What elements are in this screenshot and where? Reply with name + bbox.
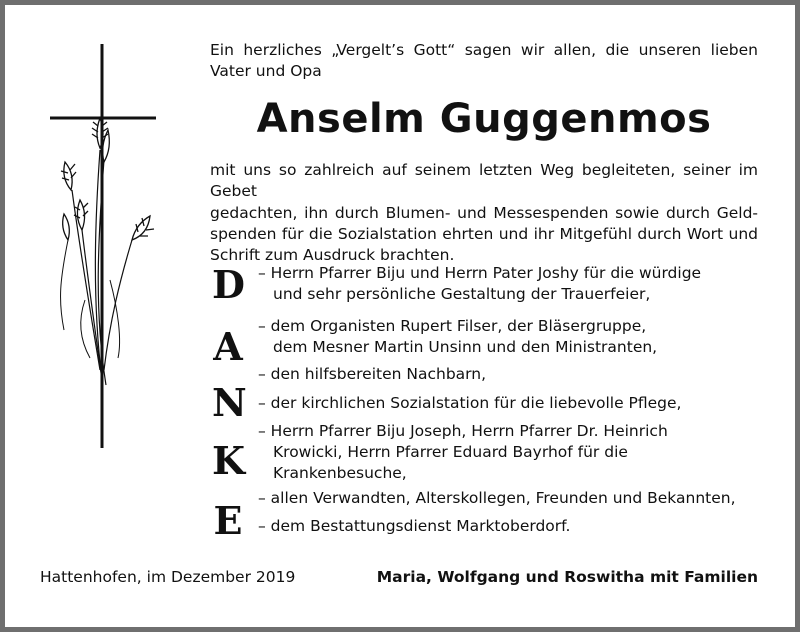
danke-letter: N (212, 380, 247, 425)
thanks-item (258, 516, 758, 537)
intro-line: Vater und Opa (210, 62, 322, 80)
thanks-line: – der kirchlichen Sozialstation für die liebevolle Pflege, (258, 394, 682, 412)
deceased-name: Anselm Guggenmos (256, 96, 712, 142)
thanks-item (258, 316, 758, 358)
thanks-item (258, 263, 758, 305)
thanks-line: Krowicki, Herrn Pfarrer Eduard Bayrhof für die (273, 443, 628, 461)
thanks-item (258, 393, 758, 414)
thanks-line: Krankenbesuche, (273, 464, 407, 482)
thanks-line: – dem Bestattungsdienst Marktoberdorf. (258, 517, 571, 535)
intro-text (210, 40, 758, 82)
paragraph-line: spenden für die Sozialstation ehrten und ihr Mitgefühl durch Wort und (210, 224, 758, 243)
thanks-line: – den hilfsbereiten Nachbarn, (258, 365, 487, 383)
thanks-line: und sehr persönliche Gestaltung der Trauerfeier, (273, 285, 651, 303)
danke-letter: A (213, 324, 243, 369)
danke-letter: D (212, 262, 245, 307)
paragraph-line: Schrift zum Ausdruck brachten. (210, 246, 455, 265)
thanks-item (258, 364, 758, 385)
thanks-line: – allen Verwandten, Alterskollegen, Freunden und Bekannten, (258, 489, 736, 507)
thanks-paragraph (210, 160, 758, 266)
thanks-line: – Herrn Pfarrer Biju Joseph, Herrn Pfarrer Dr. Heinrich (258, 422, 668, 440)
paragraph-line: mit uns so zahlreich auf seinem letzten Weg begleiteten, seiner im Gebet (210, 161, 758, 201)
thanks-line: – Herrn Pfarrer Biju und Herrn Pater Joshy für die würdige (258, 264, 702, 282)
thanks-item (258, 421, 758, 484)
signature: Maria, Wolfgang und Roswitha mit Familien (376, 568, 758, 586)
paragraph-line: gedachten, ihn durch Blumen- und Messespenden sowie durch Geld- (210, 203, 758, 222)
danke-letter: K (212, 438, 246, 483)
danke-letter: E (213, 498, 243, 543)
thanks-item (258, 488, 758, 509)
thanks-line: dem Mesner Martin Unsinn und den Ministranten, (273, 338, 658, 356)
place-date: Hattenhofen, im Dezember 2019 (40, 568, 296, 586)
thanks-line: – dem Organisten Rupert Filser, der Bläsergruppe, (258, 317, 647, 335)
intro-line: Ein herzliches „Vergelt’s Gott“ sagen wir allen, die unseren lieben (210, 41, 758, 59)
cross-with-wheat-icon (40, 40, 170, 460)
